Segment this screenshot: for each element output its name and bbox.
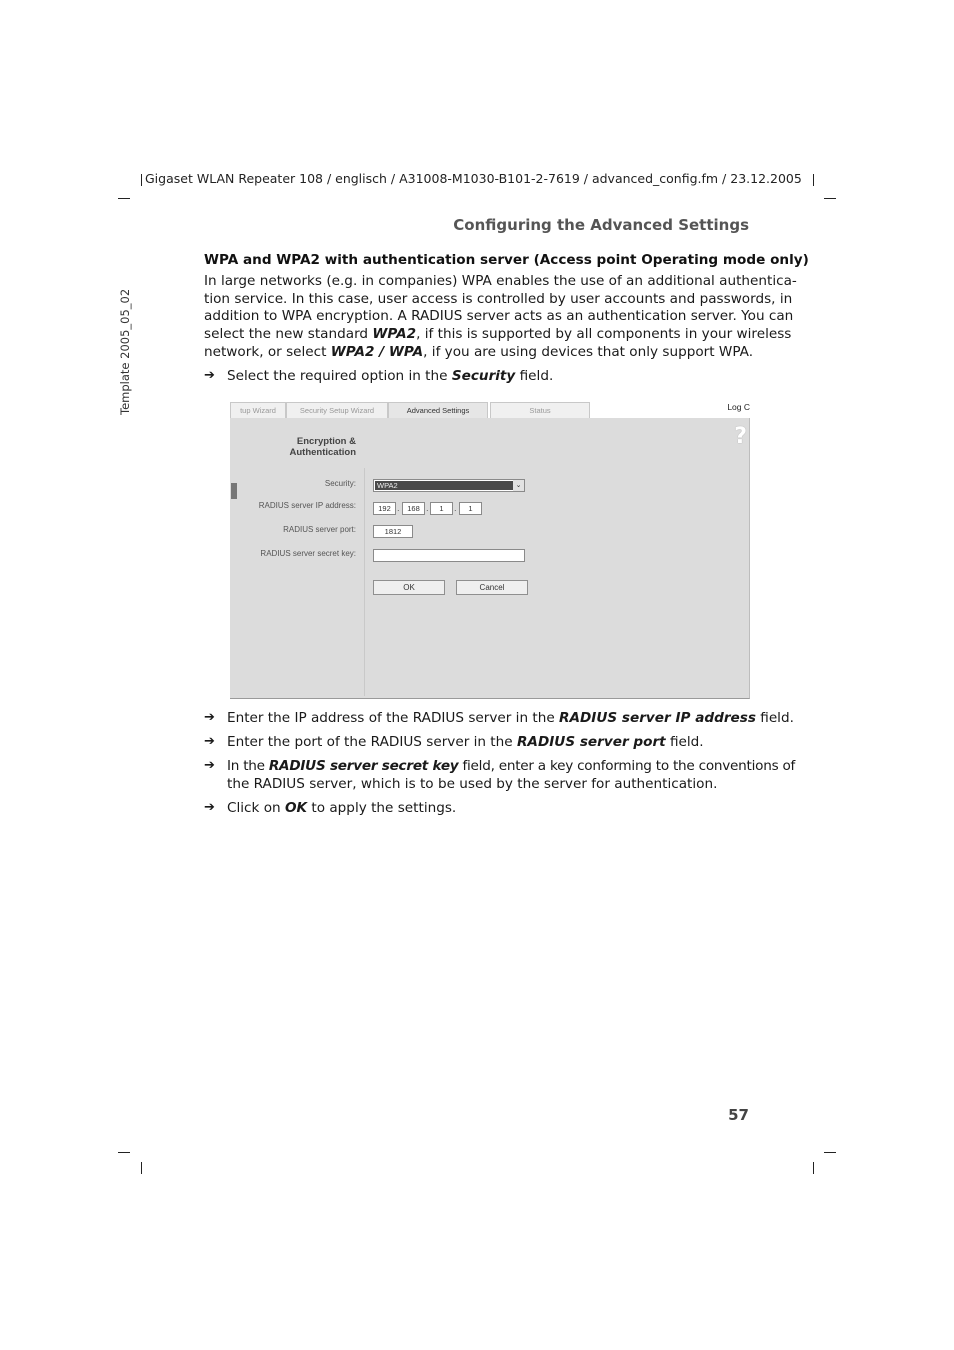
term-security: Security bbox=[451, 368, 516, 384]
panel-title-line: Encryption & bbox=[296, 436, 356, 447]
settings-panel bbox=[230, 418, 750, 699]
arrow-icon: ➔ bbox=[204, 734, 215, 749]
step-enter-key bbox=[204, 757, 796, 793]
arrow-icon: ➔ bbox=[204, 710, 215, 725]
crop-mark bbox=[141, 174, 142, 186]
ok-button[interactable]: OK bbox=[373, 580, 445, 595]
term-wpa2: WPA2 bbox=[372, 326, 417, 343]
subsection-heading: WPA and WPA2 with authentication server (Access point Operating mode only) bbox=[204, 252, 809, 268]
divider bbox=[364, 468, 365, 696]
logout-link[interactable]: Log C bbox=[727, 402, 750, 412]
page-number: 57 bbox=[728, 1106, 749, 1124]
document-header: Gigaset WLAN Repeater 108 / englisch / A31008-M1030-B101-2-7619 / advanced_config.fm / 23.12.2005 bbox=[145, 171, 802, 186]
step-text bbox=[227, 799, 456, 817]
crop-mark bbox=[824, 1152, 836, 1153]
config-screenshot bbox=[230, 400, 750, 700]
step-select-security bbox=[204, 367, 754, 385]
text: field. bbox=[665, 734, 704, 750]
term-wpa2-wpa: WPA2 / WPA bbox=[330, 343, 424, 360]
radius-ip-octet-2[interactable]: 168 bbox=[402, 502, 425, 515]
arrow-icon: ➔ bbox=[204, 758, 215, 773]
radius-ip-octet-3[interactable]: 1 bbox=[430, 502, 453, 515]
step-enter-ip bbox=[204, 709, 794, 727]
tab-bar bbox=[230, 402, 750, 419]
tab-security-setup-wizard[interactable]: Security Setup Wizard bbox=[286, 402, 388, 419]
step-click-ok bbox=[204, 799, 754, 817]
security-label: Security: bbox=[324, 479, 356, 488]
crop-mark bbox=[118, 1152, 130, 1153]
radius-ip-octet-4[interactable]: 1 bbox=[459, 502, 482, 515]
term-radius-port: RADIUS server port bbox=[516, 734, 666, 750]
paragraph-line bbox=[204, 344, 754, 362]
text: field. bbox=[515, 368, 554, 384]
text: select the new standard bbox=[204, 326, 373, 343]
cancel-button[interactable]: Cancel bbox=[456, 580, 528, 595]
crop-mark bbox=[813, 174, 814, 186]
security-select[interactable] bbox=[373, 479, 525, 492]
step-text bbox=[227, 709, 794, 727]
term-radius-ip: RADIUS server IP address bbox=[559, 710, 756, 726]
crop-mark bbox=[141, 1162, 142, 1174]
paragraph-line bbox=[204, 326, 792, 344]
help-icon[interactable]: ? bbox=[734, 424, 747, 449]
panel-title-line: Authentication bbox=[289, 447, 356, 458]
radius-secret-key-input[interactable] bbox=[373, 549, 525, 562]
ip-separator: . bbox=[454, 504, 457, 513]
radius-key-label: RADIUS server secret key: bbox=[260, 549, 356, 558]
text: Enter the IP address of the RADIUS server in the bbox=[227, 710, 560, 726]
step-text-continued: the RADIUS server, which is to be used by the server for authentication. bbox=[227, 776, 718, 792]
term-ok: OK bbox=[284, 800, 308, 816]
text: Enter the port of the RADIUS server in the bbox=[227, 734, 517, 750]
tab-setup-wizard[interactable]: tup Wizard bbox=[230, 402, 286, 419]
step-text bbox=[227, 733, 704, 751]
crop-mark bbox=[813, 1162, 814, 1174]
text: , if you are using devices that only support WPA. bbox=[423, 343, 754, 360]
intro-paragraph bbox=[204, 273, 797, 362]
step-text bbox=[227, 757, 795, 775]
term-radius-key: RADIUS server secret key bbox=[268, 758, 459, 774]
radius-ip-label: RADIUS server IP address: bbox=[258, 501, 356, 510]
step-enter-port bbox=[204, 733, 754, 751]
paragraph-line: addition to WPA encryption. A RADIUS server acts as an authentication server. You can bbox=[204, 308, 794, 325]
text: field, enter a key conforming to the conventions of bbox=[458, 758, 796, 774]
crop-mark bbox=[118, 198, 130, 199]
tab-status[interactable]: Status bbox=[490, 402, 590, 419]
text: field. bbox=[755, 710, 794, 726]
panel-title bbox=[260, 436, 356, 458]
radius-ip-octet-1[interactable]: 192 bbox=[373, 502, 396, 515]
step-text bbox=[227, 367, 553, 385]
paragraph-line: tion service. In this case, user access is controlled by user accounts and passwords, in bbox=[204, 290, 793, 307]
security-selected-value: WPA2 bbox=[375, 481, 513, 490]
arrow-icon: ➔ bbox=[204, 368, 215, 383]
crop-mark bbox=[824, 198, 836, 199]
tab-advanced-settings[interactable]: Advanced Settings bbox=[388, 402, 488, 420]
text: to apply the settings. bbox=[307, 800, 457, 816]
template-label: Template 2005_05_02 bbox=[118, 288, 132, 415]
ip-separator: . bbox=[426, 504, 429, 513]
radius-port-label: RADIUS server port: bbox=[283, 525, 356, 534]
text: Click on bbox=[227, 800, 285, 816]
text: , if this is supported by all components in your wireless bbox=[416, 326, 792, 343]
section-title: Configuring the Advanced Settings bbox=[453, 216, 749, 234]
paragraph-line: In large networks (e.g. in companies) WPA enables the use of an additional authentica- bbox=[204, 273, 797, 289]
radius-port-input[interactable]: 1812 bbox=[373, 525, 413, 538]
text: Select the required option in the bbox=[227, 368, 452, 384]
text: In the bbox=[227, 758, 269, 774]
arrow-icon: ➔ bbox=[204, 800, 215, 815]
text: network, or select bbox=[204, 343, 331, 360]
ip-separator: . bbox=[397, 504, 400, 513]
chevron-down-icon[interactable]: ⌄ bbox=[513, 480, 524, 491]
